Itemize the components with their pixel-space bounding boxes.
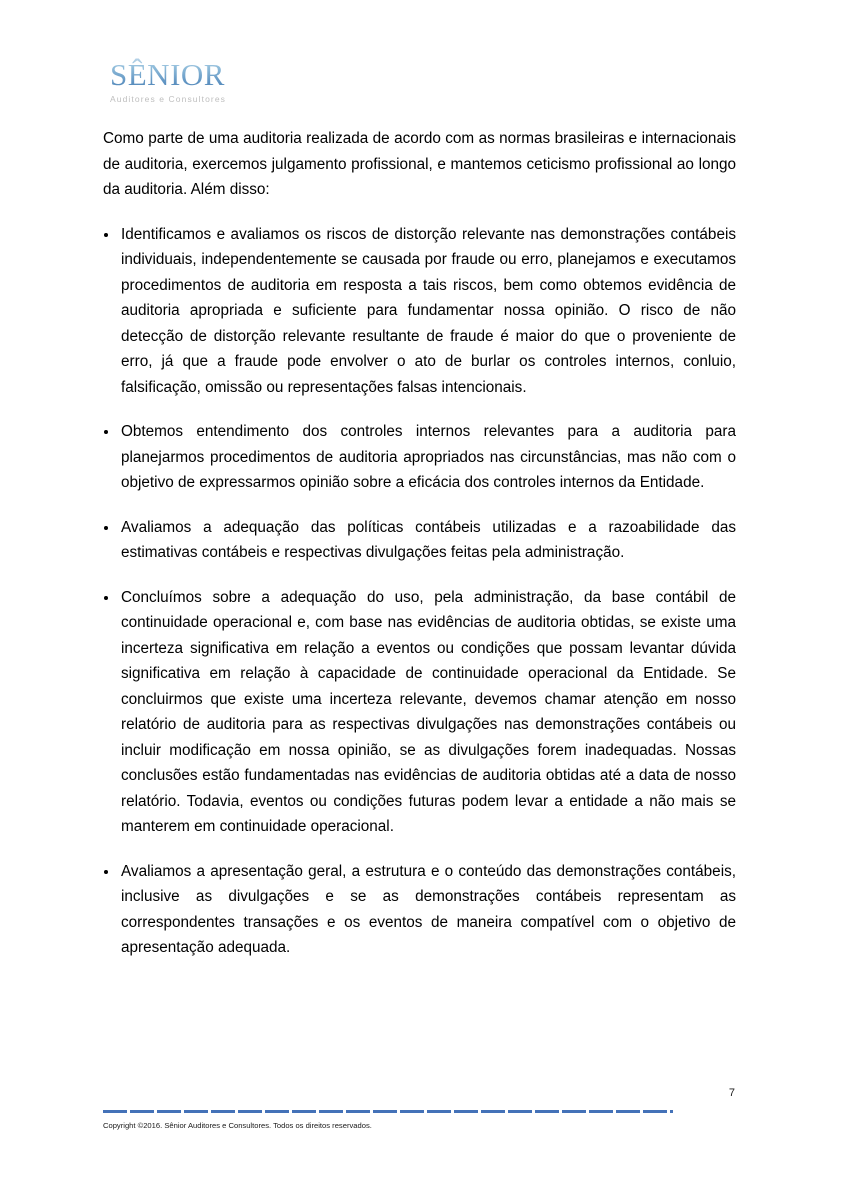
document-body	[103, 126, 736, 961]
list-item: Obtemos entendimento dos controles internos relevantes para a auditoria para planejarmos procedimentos de auditoria apropriados nas circunstâncias, mas não com o objetivo de expressarmos opinião sobre a eficácia dos controles internos da Entidade.	[103, 419, 736, 496]
footer-divider	[103, 1110, 673, 1113]
bullet-list	[103, 222, 736, 961]
list-item: Identificamos e avaliamos os riscos de distorção relevante nas demonstrações contábeis individuais, independentemente se causada por fraude ou erro, planejamos e executamos procedimentos de auditoria em resposta a tais riscos, bem como obtemos evidência de auditoria apropriada e suficiente para fundamentar nossa opinião. O risco de não detecção de distorção relevante resultante de fraude é maior do que o proveniente de erro, já que a fraude pode envolver o ato de burlar os controles internos, conluio, falsificação, omissão ou representações falsas intencionais.	[103, 222, 736, 401]
logo-tagline: Auditores e Consultores	[110, 94, 227, 104]
logo-wordmark: SÊNIOR	[110, 58, 350, 92]
page-number: 7	[728, 1087, 735, 1099]
footer-copyright: Copyright ©2016. Sênior Auditores e Consultores. Todos os direitos reservados.	[103, 1121, 372, 1130]
company-logo	[110, 58, 350, 104]
list-item: Avaliamos a adequação das políticas contábeis utilizadas e a razoabilidade das estimativas contábeis e respectivas divulgações feitas pela administração.	[103, 515, 736, 566]
intro-paragraph: Como parte de uma auditoria realizada de acordo com as normas brasileiras e internacionais de auditoria, exercemos julgamento profissional, e mantemos ceticismo profissional ao longo da auditoria. Além disso:	[103, 130, 736, 198]
list-item: Concluímos sobre a adequação do uso, pela administração, da base contábil de continuidade operacional e, com base nas evidências de auditoria obtidas, se existe uma incerteza significativa em relação a eventos ou condições que possam levantar dúvida significativa em relação à capacidade de continuidade operacional da Entidade. Se concluirmos que existe uma incerteza relevante, devemos chamar atenção em nosso relatório de auditoria para as respectivas divulgações nas demonstrações contábeis ou incluir modificação em nossa opinião, se as divulgações forem inadequadas. Nossas conclusões estão fundamentadas nas evidências de auditoria obtidas até a data de nosso relatório. Todavia, eventos ou condições futuras podem levar a entidade a não mais se manterem em continuidade operacional.	[103, 585, 736, 840]
list-item: Avaliamos a apresentação geral, a estrutura e o conteúdo das demonstrações contábeis, inclusive as divulgações e se as demonstrações contábeis representam as correspondentes transações e os eventos de maneira compatível com o objetivo de apresentação adequada.	[103, 859, 736, 961]
